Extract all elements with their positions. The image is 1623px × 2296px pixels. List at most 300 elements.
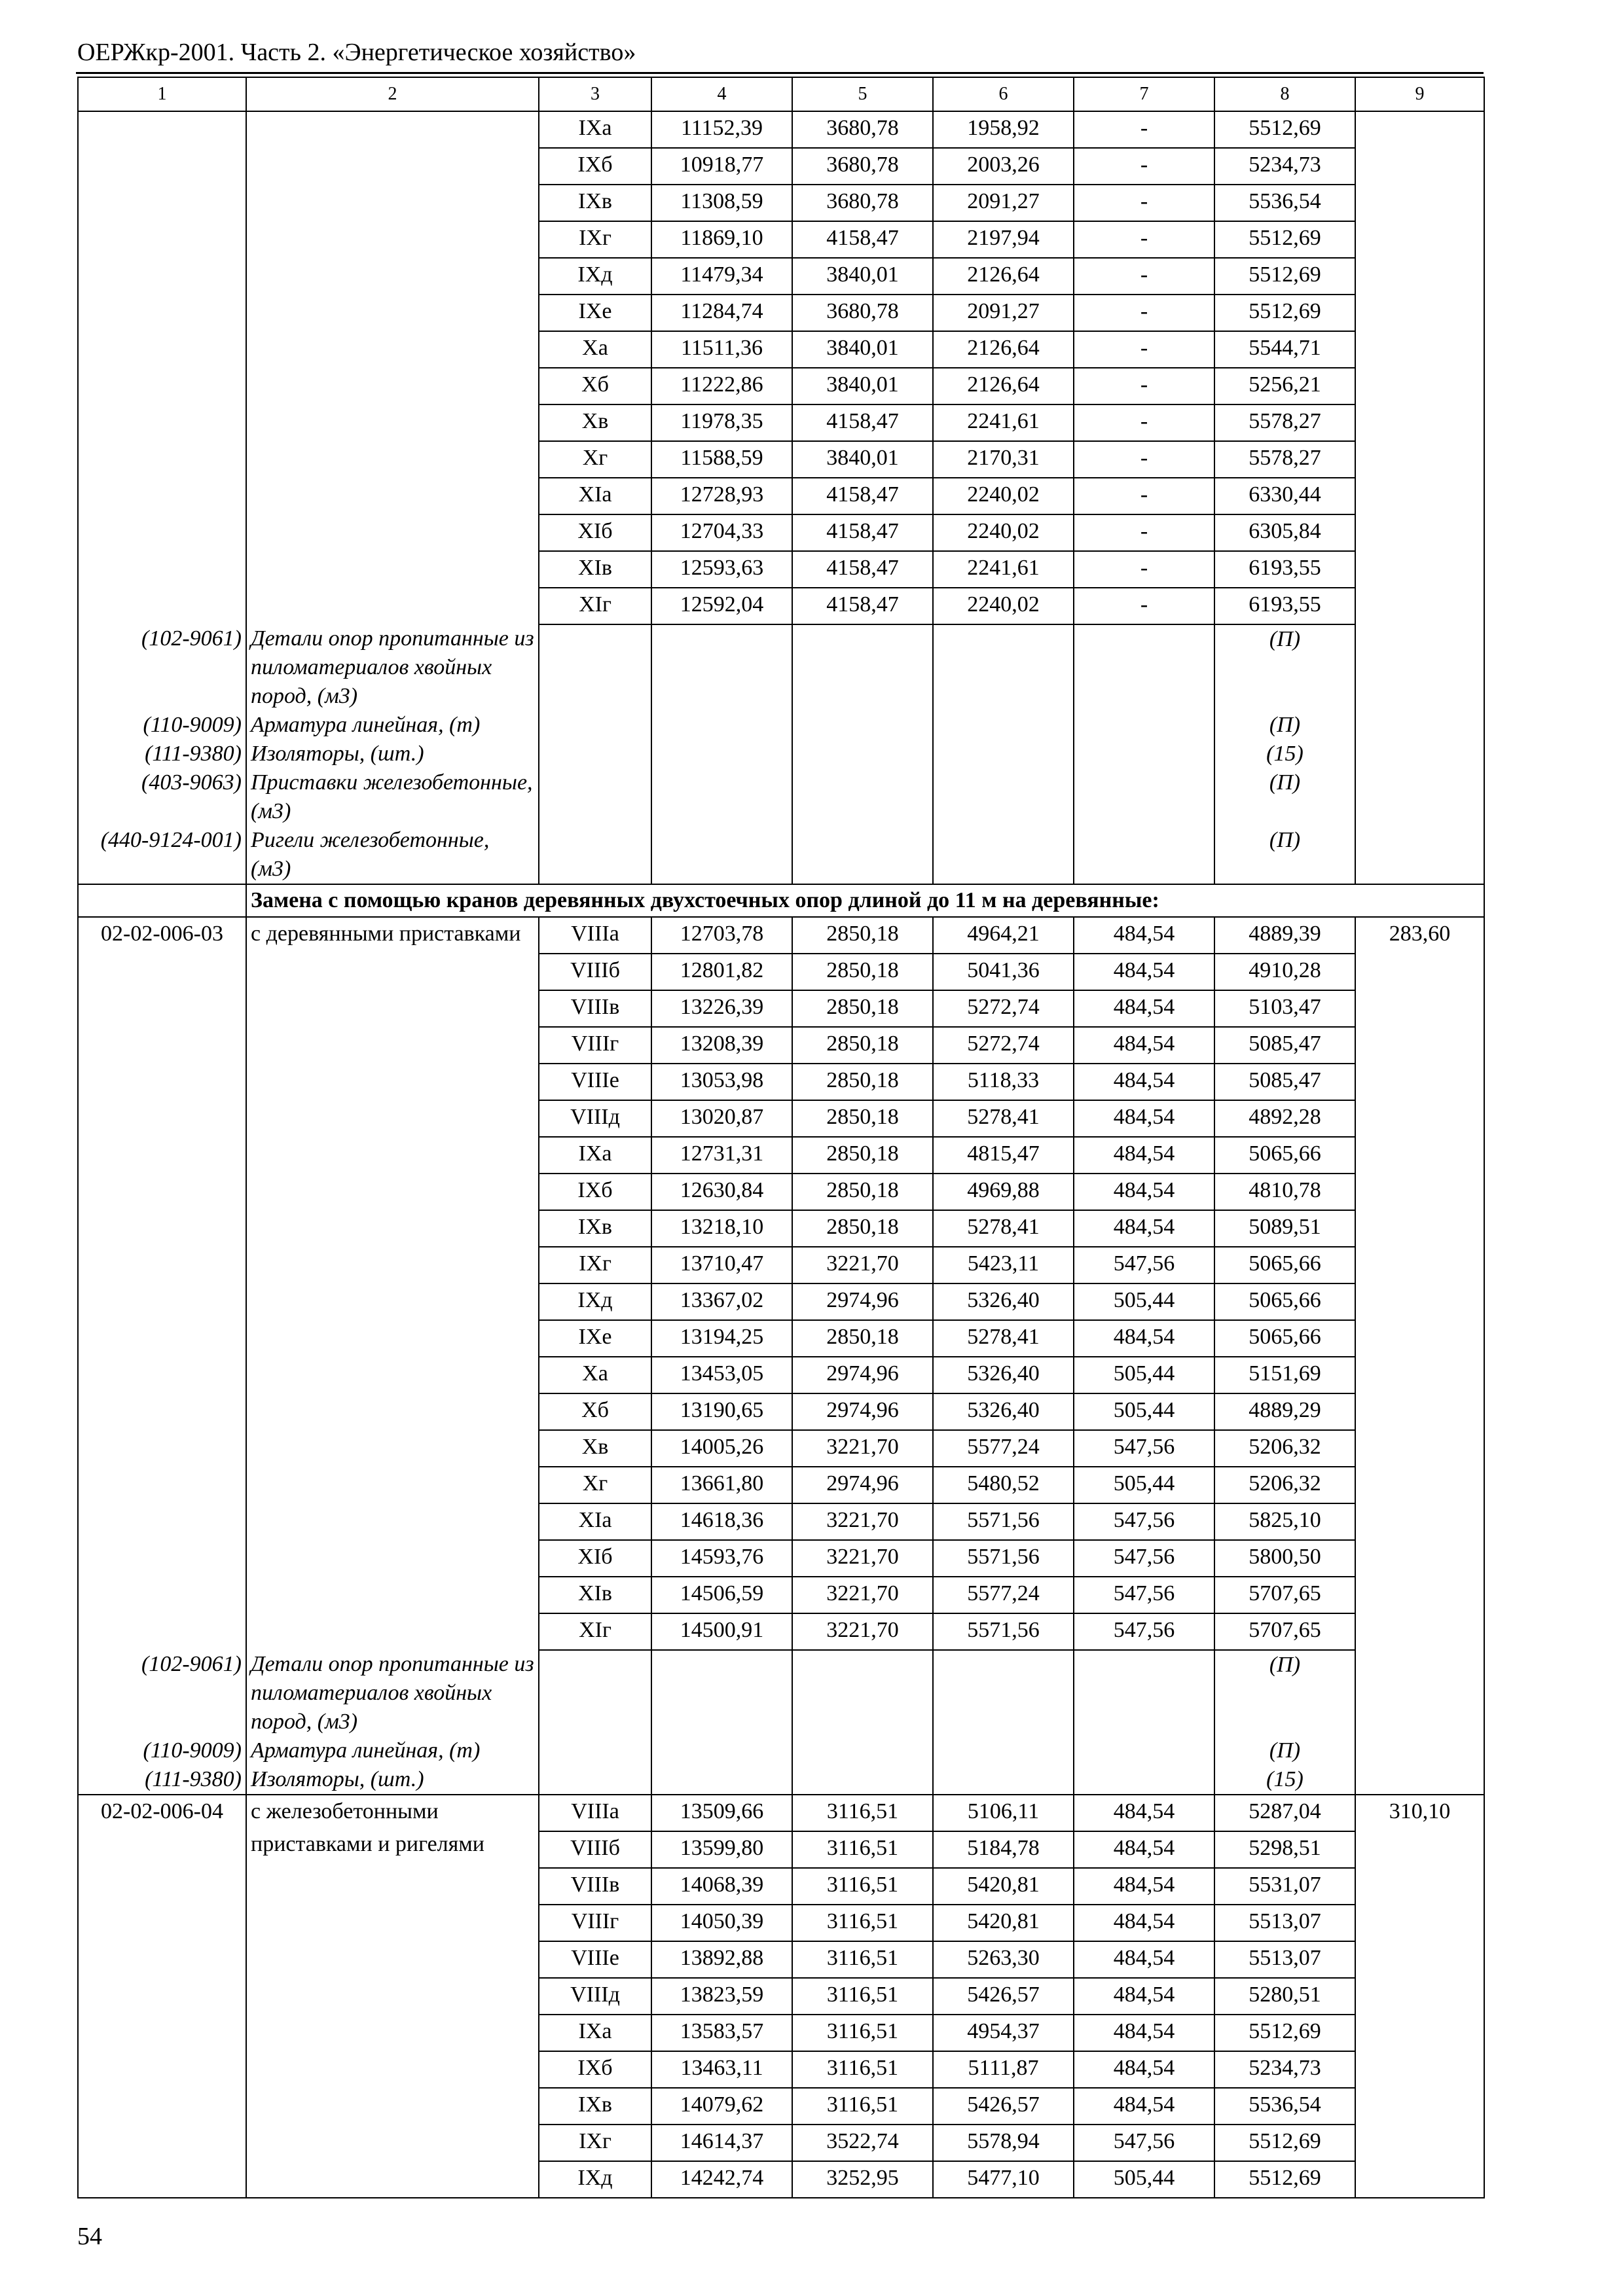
cell-col-6: 5477,10 [933, 2161, 1074, 2198]
rate-col9: 283,60 [1355, 917, 1484, 1795]
empty-cell [539, 1650, 651, 1736]
cell-col-4: 13367,02 [651, 1283, 792, 1320]
cell-col-7: - [1074, 148, 1214, 185]
empty-cell [539, 711, 651, 740]
cell-col-5: 3116,51 [792, 1795, 933, 1831]
rate-code [78, 111, 246, 624]
cell-col-7: 547,56 [1074, 1540, 1214, 1577]
cell-col-5: 3116,51 [792, 1978, 933, 2015]
cell-col-3: VIIIд [539, 1100, 651, 1137]
cell-col-7: - [1074, 478, 1214, 514]
cell-col-8: 5103,47 [1214, 990, 1355, 1027]
cell-col-5: 3840,01 [792, 331, 933, 368]
cell-col-6: 5577,24 [933, 1577, 1074, 1613]
cell-col-6: 5263,30 [933, 1941, 1074, 1978]
cell-col-3: IXд [539, 1283, 651, 1320]
cell-col-7: 484,54 [1074, 1137, 1214, 1174]
empty-cell [1074, 1736, 1214, 1765]
cell-col-7: - [1074, 331, 1214, 368]
cell-col-8: 4910,28 [1214, 954, 1355, 990]
column-number: 5 [792, 77, 933, 111]
cell-col-4: 12630,84 [651, 1174, 792, 1210]
cell-col-8: 6305,84 [1214, 514, 1355, 551]
cell-col-7: 484,54 [1074, 1868, 1214, 1905]
cell-col-5: 3840,01 [792, 258, 933, 295]
cell-col-3: IXе [539, 295, 651, 331]
cell-col-3: IXв [539, 185, 651, 221]
cell-col-3: Xа [539, 331, 651, 368]
cell-col-3: VIIIг [539, 1905, 651, 1941]
cell-col-8: 5512,69 [1214, 2015, 1355, 2051]
cell-col-5: 3116,51 [792, 2088, 933, 2125]
cell-col-3: VIIIе [539, 1941, 651, 1978]
cell-col-3: IXа [539, 111, 651, 148]
empty-cell [792, 1765, 933, 1795]
cell-col-5: 2850,18 [792, 1100, 933, 1137]
header-rule [76, 72, 1484, 74]
rate-col9 [1355, 111, 1484, 884]
cell-col-4: 13194,25 [651, 1320, 792, 1357]
empty-cell [933, 826, 1074, 884]
cell-col-8: 5578,27 [1214, 404, 1355, 441]
cell-col-7: - [1074, 404, 1214, 441]
cell-col-4: 13661,80 [651, 1467, 792, 1503]
material-code: (111-9380) [78, 740, 246, 768]
material-row [78, 1650, 1484, 1736]
cell-col-7: 484,54 [1074, 2088, 1214, 2125]
cell-col-3: VIIIд [539, 1978, 651, 2015]
material-value: (П) [1214, 768, 1355, 826]
cell-col-5: 2850,18 [792, 917, 933, 954]
cell-col-6: 2091,27 [933, 185, 1074, 221]
cell-col-7: 547,56 [1074, 1430, 1214, 1467]
cell-col-4: 13218,10 [651, 1210, 792, 1247]
cell-col-4: 12704,33 [651, 514, 792, 551]
cell-col-5: 3221,70 [792, 1430, 933, 1467]
material-value: (П) [1214, 1736, 1355, 1765]
material-value: (П) [1214, 624, 1355, 711]
cell-col-6: 5118,33 [933, 1064, 1074, 1100]
cell-col-6: 5426,57 [933, 2088, 1074, 2125]
cell-col-4: 12593,63 [651, 551, 792, 588]
cell-col-8: 5531,07 [1214, 1868, 1355, 1905]
cell-col-7: 505,44 [1074, 2161, 1214, 2198]
cell-col-6: 2126,64 [933, 368, 1074, 404]
cell-col-4: 10918,77 [651, 148, 792, 185]
column-number: 8 [1214, 77, 1355, 111]
document-header: ОЕРЖкр-2001. Часть 2. «Энергетическое хозяйство» [77, 39, 636, 66]
cell-col-3: VIIIб [539, 954, 651, 990]
cell-col-7: 484,54 [1074, 917, 1214, 954]
cell-col-7: - [1074, 111, 1214, 148]
cell-col-4: 14242,74 [651, 2161, 792, 2198]
cell-col-8: 6330,44 [1214, 478, 1355, 514]
cell-col-5: 3221,70 [792, 1503, 933, 1540]
empty-cell [792, 1650, 933, 1736]
cell-col-6: 2170,31 [933, 441, 1074, 478]
cell-col-7: 484,54 [1074, 1941, 1214, 1978]
cell-col-6: 4954,37 [933, 2015, 1074, 2051]
cell-col-5: 3680,78 [792, 148, 933, 185]
cell-col-6: 5111,87 [933, 2051, 1074, 2088]
cell-col-5: 2850,18 [792, 990, 933, 1027]
cell-col-5: 4158,47 [792, 221, 933, 258]
cell-col-6: 4969,88 [933, 1174, 1074, 1210]
cell-col-7: 484,54 [1074, 1027, 1214, 1064]
cell-col-8: 5512,69 [1214, 111, 1355, 148]
cell-col-7: 547,56 [1074, 1613, 1214, 1650]
cell-col-3: IXв [539, 2088, 651, 2125]
cell-col-7: - [1074, 368, 1214, 404]
empty-cell [539, 740, 651, 768]
cell-col-6: 2003,26 [933, 148, 1074, 185]
cell-col-8: 5085,47 [1214, 1027, 1355, 1064]
cell-col-7: - [1074, 221, 1214, 258]
cell-col-3: XIв [539, 551, 651, 588]
rate-code: 02-02-006-03 [78, 917, 246, 1650]
cell-col-7: 547,56 [1074, 1577, 1214, 1613]
cell-col-8: 5234,73 [1214, 148, 1355, 185]
rate-row [78, 111, 1484, 148]
cell-col-8: 5707,65 [1214, 1577, 1355, 1613]
cell-col-4: 11284,74 [651, 295, 792, 331]
cell-col-4: 14506,59 [651, 1577, 792, 1613]
empty-cell [539, 624, 651, 711]
material-name: Арматура линейная, (т) [246, 711, 539, 740]
cell-col-4: 11869,10 [651, 221, 792, 258]
cell-col-8: 5825,10 [1214, 1503, 1355, 1540]
cell-col-3: Xг [539, 441, 651, 478]
rate-name [246, 111, 539, 624]
cell-col-4: 13463,11 [651, 2051, 792, 2088]
cell-col-4: 12703,78 [651, 917, 792, 954]
cell-col-4: 12592,04 [651, 588, 792, 624]
cell-col-6: 2126,64 [933, 258, 1074, 295]
cell-col-6: 5426,57 [933, 1978, 1074, 2015]
material-value: (П) [1214, 711, 1355, 740]
cell-col-4: 11152,39 [651, 111, 792, 148]
cell-col-7: 484,54 [1074, 1795, 1214, 1831]
cell-col-3: XIб [539, 514, 651, 551]
cell-col-8: 5065,66 [1214, 1247, 1355, 1283]
rate-col9: 310,10 [1355, 1795, 1484, 2198]
cell-col-4: 11308,59 [651, 185, 792, 221]
cell-col-3: VIIIа [539, 1795, 651, 1831]
cell-col-6: 2240,02 [933, 478, 1074, 514]
cell-col-8: 5287,04 [1214, 1795, 1355, 1831]
cell-col-3: VIIIв [539, 1868, 651, 1905]
material-name: Арматура линейная, (т) [246, 1736, 539, 1765]
empty-cell [792, 740, 933, 768]
rate-name: с железобетонными приставками и ригелями [246, 1795, 539, 2198]
cell-col-8: 5512,69 [1214, 258, 1355, 295]
cell-col-8: 5513,07 [1214, 1905, 1355, 1941]
cell-col-4: 13208,39 [651, 1027, 792, 1064]
cell-col-5: 3840,01 [792, 368, 933, 404]
cell-col-3: IXг [539, 2125, 651, 2161]
cell-col-5: 2850,18 [792, 1064, 933, 1100]
cell-col-6: 2240,02 [933, 588, 1074, 624]
cell-col-8: 5206,32 [1214, 1467, 1355, 1503]
cell-col-6: 5577,24 [933, 1430, 1074, 1467]
cell-col-7: 484,54 [1074, 990, 1214, 1027]
cell-col-3: Xа [539, 1357, 651, 1393]
column-number: 1 [78, 77, 246, 111]
cell-col-4: 11978,35 [651, 404, 792, 441]
cell-col-4: 13453,05 [651, 1357, 792, 1393]
empty-cell [792, 826, 933, 884]
cell-col-7: - [1074, 514, 1214, 551]
cell-col-6: 5326,40 [933, 1357, 1074, 1393]
cell-col-7: 505,44 [1074, 1393, 1214, 1430]
cell-col-5: 4158,47 [792, 404, 933, 441]
material-row [78, 1736, 1484, 1765]
cell-col-5: 3680,78 [792, 295, 933, 331]
material-name: Детали опор пропитанные из пиломатериалов хвойных пород, (м3) [246, 1650, 539, 1736]
cell-col-4: 14500,91 [651, 1613, 792, 1650]
material-code: (102-9061) [78, 624, 246, 711]
cell-col-6: 4964,21 [933, 917, 1074, 954]
material-value: (15) [1214, 1765, 1355, 1795]
material-name: Изоляторы, (шт.) [246, 1765, 539, 1795]
empty-cell [651, 1736, 792, 1765]
column-number: 4 [651, 77, 792, 111]
page-number: 54 [77, 2223, 102, 2250]
cell-col-3: VIIIе [539, 1064, 651, 1100]
cell-col-5: 3680,78 [792, 185, 933, 221]
cell-col-6: 5278,41 [933, 1100, 1074, 1137]
rates-table [77, 77, 1485, 2198]
cell-col-3: IXе [539, 1320, 651, 1357]
cell-col-7: 484,54 [1074, 2015, 1214, 2051]
cell-col-5: 3221,70 [792, 1540, 933, 1577]
rate-name: с деревянными приставками [246, 917, 539, 1650]
column-number: 3 [539, 77, 651, 111]
cell-col-8: 4889,39 [1214, 917, 1355, 954]
cell-col-7: 484,54 [1074, 1174, 1214, 1210]
cell-col-4: 13509,66 [651, 1795, 792, 1831]
cell-col-4: 14050,39 [651, 1905, 792, 1941]
cell-col-5: 3840,01 [792, 441, 933, 478]
empty-cell [1074, 740, 1214, 768]
cell-col-7: 484,54 [1074, 1978, 1214, 2015]
empty-cell [792, 1736, 933, 1765]
cell-col-6: 2240,02 [933, 514, 1074, 551]
cell-col-5: 2974,96 [792, 1467, 933, 1503]
cell-col-3: IXб [539, 1174, 651, 1210]
cell-col-5: 3680,78 [792, 111, 933, 148]
cell-col-8: 4889,29 [1214, 1393, 1355, 1430]
cell-col-8: 5707,65 [1214, 1613, 1355, 1650]
cell-col-3: IXд [539, 2161, 651, 2198]
cell-col-7: - [1074, 295, 1214, 331]
cell-col-6: 5278,41 [933, 1320, 1074, 1357]
empty-cell [1074, 711, 1214, 740]
cell-col-7: 484,54 [1074, 1210, 1214, 1247]
cell-col-7: - [1074, 185, 1214, 221]
empty-cell [933, 1765, 1074, 1795]
cell-col-3: XIг [539, 588, 651, 624]
cell-col-7: 505,44 [1074, 1283, 1214, 1320]
column-number: 6 [933, 77, 1074, 111]
cell-col-8: 5512,69 [1214, 295, 1355, 331]
cell-col-6: 2241,61 [933, 551, 1074, 588]
cell-col-6: 4815,47 [933, 1137, 1074, 1174]
cell-col-7: 484,54 [1074, 2051, 1214, 2088]
cell-col-5: 3221,70 [792, 1247, 933, 1283]
cell-col-3: XIа [539, 478, 651, 514]
cell-col-3: IXв [539, 1210, 651, 1247]
cell-col-3: Xв [539, 1430, 651, 1467]
empty-cell [933, 768, 1074, 826]
cell-col-4: 13599,80 [651, 1831, 792, 1868]
empty-cell [933, 740, 1074, 768]
cell-col-7: - [1074, 551, 1214, 588]
cell-col-8: 5512,69 [1214, 2125, 1355, 2161]
cell-col-3: IXа [539, 2015, 651, 2051]
cell-col-8: 5512,69 [1214, 221, 1355, 258]
rates-table-body [78, 77, 1484, 2198]
cell-col-7: 505,44 [1074, 1357, 1214, 1393]
material-name: Изоляторы, (шт.) [246, 740, 539, 768]
cell-col-3: IXа [539, 1137, 651, 1174]
empty-cell [792, 768, 933, 826]
cell-col-4: 14618,36 [651, 1503, 792, 1540]
cell-col-8: 5065,66 [1214, 1137, 1355, 1174]
cell-col-5: 3116,51 [792, 1905, 933, 1941]
cell-col-5: 4158,47 [792, 588, 933, 624]
cell-col-8: 5544,71 [1214, 331, 1355, 368]
cell-col-8: 4892,28 [1214, 1100, 1355, 1137]
cell-col-5: 4158,47 [792, 551, 933, 588]
column-number-row [78, 77, 1484, 111]
cell-col-6: 5423,11 [933, 1247, 1074, 1283]
cell-col-7: - [1074, 441, 1214, 478]
cell-col-7: 484,54 [1074, 1100, 1214, 1137]
cell-col-6: 5420,81 [933, 1905, 1074, 1941]
empty-cell [78, 884, 246, 917]
cell-col-5: 2850,18 [792, 1320, 933, 1357]
column-number: 7 [1074, 77, 1214, 111]
cell-col-6: 5272,74 [933, 1027, 1074, 1064]
cell-col-5: 2974,96 [792, 1393, 933, 1430]
cell-col-3: XIв [539, 1577, 651, 1613]
cell-col-5: 3116,51 [792, 1868, 933, 1905]
empty-cell [651, 1650, 792, 1736]
material-code: (110-9009) [78, 1736, 246, 1765]
cell-col-4: 13226,39 [651, 990, 792, 1027]
cell-col-4: 14593,76 [651, 1540, 792, 1577]
material-row [78, 826, 1484, 884]
cell-col-4: 12731,31 [651, 1137, 792, 1174]
material-name: Приставки железобетонные, (м3) [246, 768, 539, 826]
cell-col-8: 5206,32 [1214, 1430, 1355, 1467]
cell-col-5: 2850,18 [792, 1210, 933, 1247]
cell-col-6: 5326,40 [933, 1393, 1074, 1430]
cell-col-8: 5513,07 [1214, 1941, 1355, 1978]
cell-col-3: Xв [539, 404, 651, 441]
cell-col-7: 484,54 [1074, 1905, 1214, 1941]
cell-col-4: 13583,57 [651, 2015, 792, 2051]
cell-col-5: 2850,18 [792, 1174, 933, 1210]
material-row [78, 624, 1484, 711]
empty-cell [792, 624, 933, 711]
empty-cell [651, 768, 792, 826]
cell-col-5: 4158,47 [792, 478, 933, 514]
cell-col-5: 2850,18 [792, 1027, 933, 1064]
cell-col-8: 6193,55 [1214, 551, 1355, 588]
cell-col-5: 2974,96 [792, 1357, 933, 1393]
empty-cell [651, 624, 792, 711]
cell-col-8: 5536,54 [1214, 2088, 1355, 2125]
cell-col-8: 5578,27 [1214, 441, 1355, 478]
cell-col-4: 14068,39 [651, 1868, 792, 1905]
cell-col-7: 484,54 [1074, 954, 1214, 990]
cell-col-3: IXб [539, 2051, 651, 2088]
cell-col-4: 11511,36 [651, 331, 792, 368]
cell-col-7: 505,44 [1074, 1467, 1214, 1503]
empty-cell [539, 1765, 651, 1795]
material-row [78, 711, 1484, 740]
empty-cell [539, 1736, 651, 1765]
cell-col-8: 5085,47 [1214, 1064, 1355, 1100]
cell-col-3: Xг [539, 1467, 651, 1503]
cell-col-6: 5571,56 [933, 1613, 1074, 1650]
cell-col-6: 5578,94 [933, 2125, 1074, 2161]
material-name: Детали опор пропитанные из пиломатериалов хвойных пород, (м3) [246, 624, 539, 711]
material-code: (440-9124-001) [78, 826, 246, 884]
cell-col-4: 13053,98 [651, 1064, 792, 1100]
section-title: Замена с помощью кранов деревянных двухстоечных опор длиной до 11 м на деревянные: [246, 884, 1484, 917]
column-number: 2 [246, 77, 539, 111]
cell-col-7: 484,54 [1074, 1320, 1214, 1357]
cell-col-6: 5278,41 [933, 1210, 1074, 1247]
cell-col-4: 14005,26 [651, 1430, 792, 1467]
cell-col-6: 5106,11 [933, 1795, 1074, 1831]
empty-cell [1074, 768, 1214, 826]
cell-col-8: 5536,54 [1214, 185, 1355, 221]
cell-col-8: 4810,78 [1214, 1174, 1355, 1210]
empty-cell [933, 624, 1074, 711]
material-row [78, 768, 1484, 826]
cell-col-4: 12801,82 [651, 954, 792, 990]
cell-col-6: 5272,74 [933, 990, 1074, 1027]
cell-col-6: 5326,40 [933, 1283, 1074, 1320]
material-code: (403-9063) [78, 768, 246, 826]
cell-col-4: 14079,62 [651, 2088, 792, 2125]
material-row [78, 1765, 1484, 1795]
cell-col-5: 2850,18 [792, 954, 933, 990]
cell-col-3: VIIIг [539, 1027, 651, 1064]
cell-col-4: 14614,37 [651, 2125, 792, 2161]
column-number: 9 [1355, 77, 1484, 111]
cell-col-8: 5234,73 [1214, 2051, 1355, 2088]
cell-col-3: XIа [539, 1503, 651, 1540]
cell-col-5: 3522,74 [792, 2125, 933, 2161]
cell-col-8: 5800,50 [1214, 1540, 1355, 1577]
empty-cell [651, 1765, 792, 1795]
cell-col-5: 2850,18 [792, 1137, 933, 1174]
cell-col-8: 5065,66 [1214, 1320, 1355, 1357]
material-row [78, 740, 1484, 768]
empty-cell [1074, 1765, 1214, 1795]
cell-col-5: 3116,51 [792, 2015, 933, 2051]
cell-col-7: 547,56 [1074, 1503, 1214, 1540]
cell-col-6: 2091,27 [933, 295, 1074, 331]
cell-col-8: 5280,51 [1214, 1978, 1355, 2015]
cell-col-7: 484,54 [1074, 1831, 1214, 1868]
material-code: (111-9380) [78, 1765, 246, 1795]
